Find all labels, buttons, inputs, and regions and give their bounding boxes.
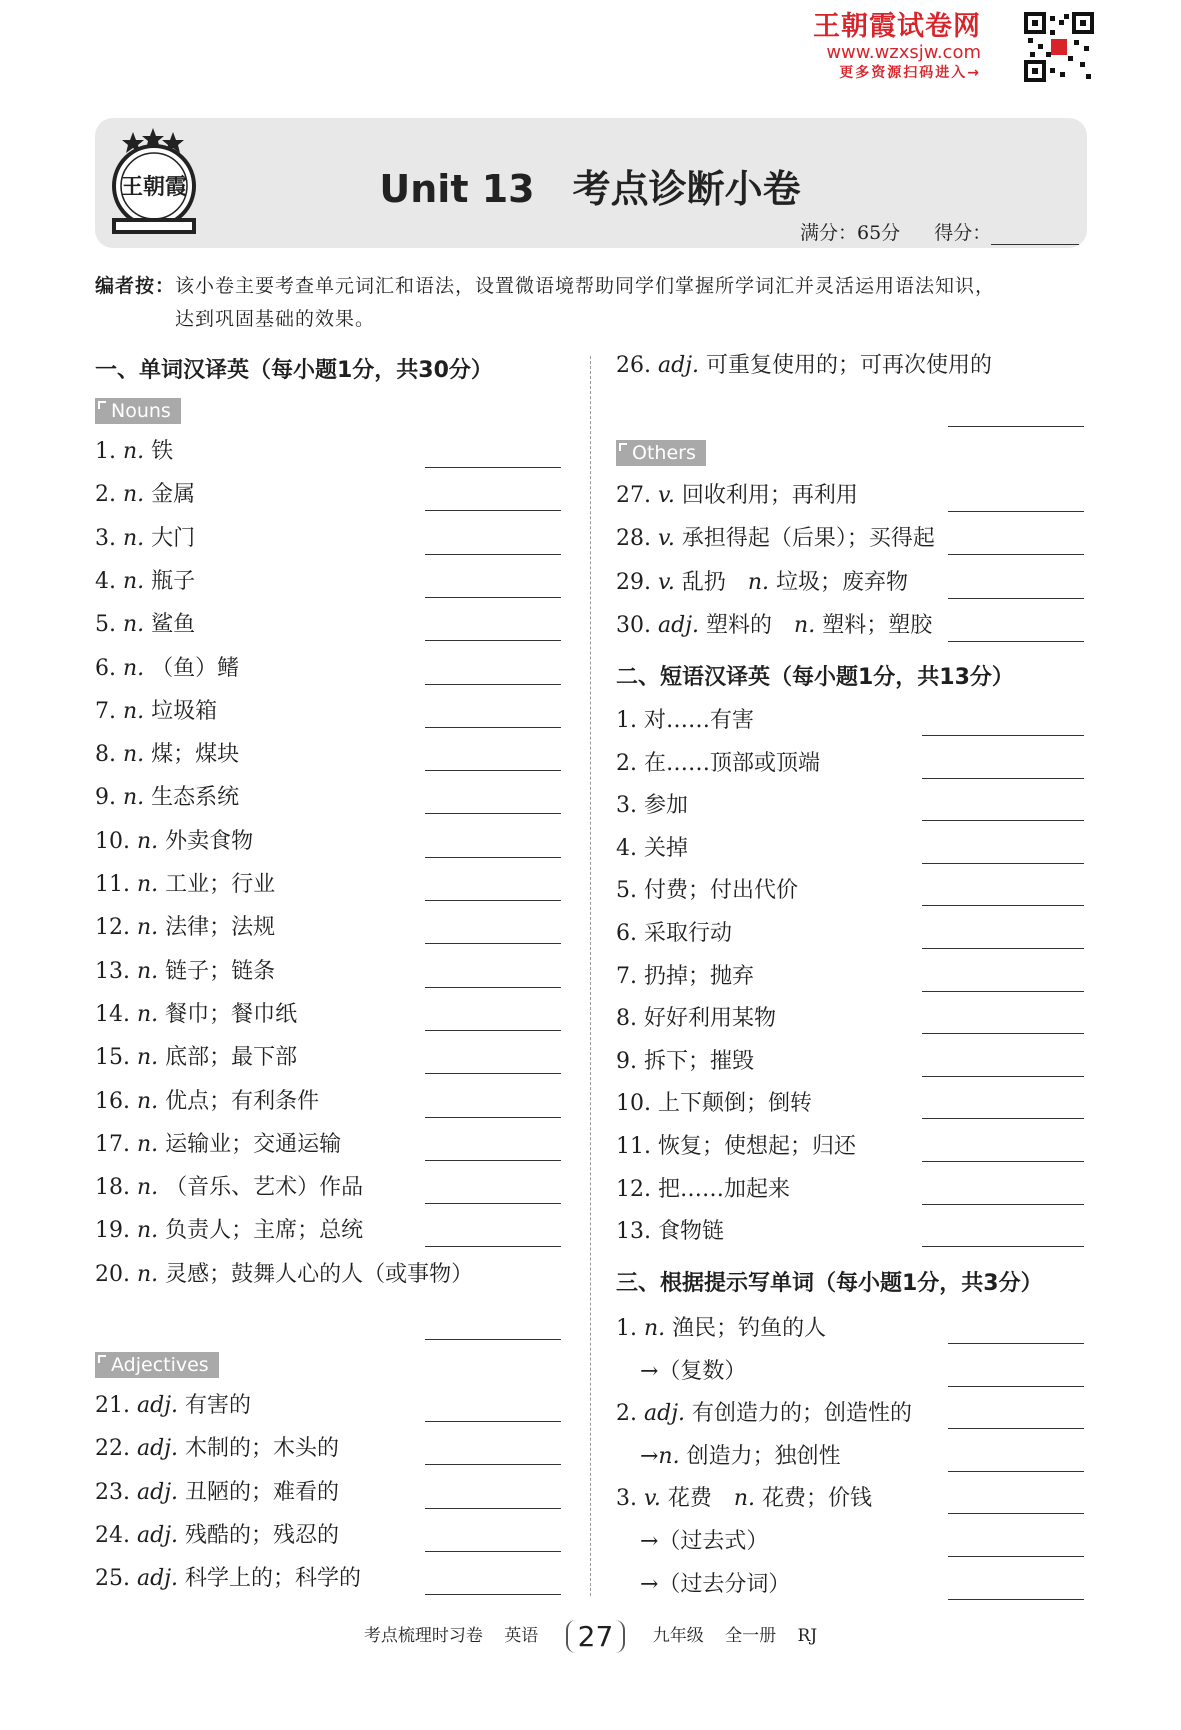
part-of-speech: n.: [747, 569, 769, 595]
question-number: 26.: [616, 353, 651, 378]
question-text: 回收利用；再利用: [681, 483, 858, 508]
part-of-speech: adj.: [644, 1401, 686, 1427]
answer-blank[interactable]: [948, 1427, 1084, 1429]
footer-subject: 英语: [504, 1626, 539, 1646]
question-text: 链子；链条: [165, 958, 276, 984]
question-text: 花费: [667, 1486, 734, 1512]
qr-code-icon[interactable]: [1024, 12, 1094, 82]
question-item: [95, 1174, 363, 1202]
question-number: 28.: [616, 526, 651, 552]
answer-blank[interactable]: [948, 1598, 1084, 1600]
question-text: 鲨鱼: [151, 612, 196, 638]
question-item: 1. 对……有害: [616, 708, 754, 733]
question-item: [95, 1522, 339, 1550]
answer-blank[interactable]: [922, 734, 1084, 736]
question-item: 4. 关掉: [616, 835, 688, 861]
question-number: 16.: [95, 1088, 130, 1114]
question-number: 2.: [616, 1401, 637, 1427]
section2-heading: 二、短语汉译英（每小题1分，共13分）: [616, 665, 1014, 690]
part-of-speech: n.: [123, 655, 145, 681]
question-text: →（复数）: [640, 1358, 747, 1384]
question-number: 12.: [95, 915, 130, 941]
question-number: 24.: [95, 1522, 130, 1548]
question-number: 30.: [616, 612, 651, 638]
part-of-speech: →n.: [640, 1443, 680, 1469]
part-of-speech: n.: [123, 525, 145, 551]
question-text: 运输业；交通运输: [165, 1131, 342, 1157]
editor-note-line1: 该小卷主要考查单元词汇和语法，设置微语境帮助同学们掌握所学词汇并灵活运用语法知识，: [175, 275, 996, 297]
part-of-speech: n.: [123, 568, 145, 594]
question-number: 20.: [95, 1261, 130, 1287]
part-of-speech: n.: [137, 1261, 159, 1287]
answer-blank[interactable]: [948, 1555, 1084, 1557]
part-of-speech: n.: [733, 1486, 755, 1512]
question-item: [95, 1261, 473, 1289]
part-of-speech: n.: [123, 482, 145, 508]
part-of-speech: v.: [658, 569, 675, 595]
question-number: 3.: [616, 1486, 637, 1512]
question-item: 6. 采取行动: [616, 921, 732, 946]
answer-blank[interactable]: [425, 596, 561, 598]
question-item: 2. 在……顶部或顶端: [616, 750, 820, 776]
part-of-speech: v.: [658, 526, 675, 552]
question-text: （鱼）鳍: [151, 655, 240, 681]
question-number: 5.: [95, 612, 116, 638]
answer-blank[interactable]: [425, 1202, 561, 1204]
answer-blank[interactable]: [425, 856, 561, 858]
page-title: Unit 13 考点诊断小卷: [379, 167, 801, 211]
part-of-speech: n.: [137, 1175, 159, 1201]
question-item: [95, 1044, 297, 1072]
part-of-speech: n.: [123, 698, 145, 724]
part-of-speech: n.: [644, 1316, 666, 1341]
question-item: 10. 上下颠倒；倒转: [616, 1091, 812, 1117]
footer-grade: 九年级: [652, 1626, 704, 1646]
question-item: 12. 把……加起来: [616, 1176, 790, 1202]
question-text: 有创造力的；创造性的: [692, 1401, 913, 1427]
question-number: 1.: [616, 1316, 637, 1341]
part-of-speech: n.: [137, 1045, 159, 1071]
question-text: 优点；有利条件: [165, 1088, 320, 1114]
question-item: [95, 1435, 339, 1463]
question-text: 塑料；塑胶: [822, 612, 933, 638]
question-item: [95, 828, 253, 856]
question-item: [95, 1001, 297, 1029]
question-item: [95, 1131, 341, 1159]
part-of-speech: n.: [123, 612, 145, 638]
part-of-speech: adj.: [137, 1566, 179, 1592]
wangzhaoxia-seal-logo: [100, 128, 208, 240]
part-of-speech: adj.: [137, 1393, 179, 1418]
answer-blank[interactable]: [425, 1338, 561, 1340]
question-text: 大门: [151, 525, 196, 551]
part-of-speech: n.: [137, 1001, 159, 1027]
svg-text:王朝霞: 王朝霞: [120, 174, 188, 200]
answer-blank[interactable]: [425, 899, 561, 901]
answer-blank[interactable]: [922, 1160, 1084, 1162]
question-number: 1.: [95, 439, 116, 464]
question-text: 金属: [151, 482, 196, 508]
question-number: 21.: [95, 1393, 130, 1418]
question-item: [95, 698, 217, 726]
answer-blank[interactable]: [425, 1550, 561, 1552]
answer-blank[interactable]: [425, 683, 561, 685]
question-text: 科学上的；科学的: [185, 1566, 362, 1592]
question-text: 创造力；独创性: [686, 1443, 841, 1469]
question-number: 9.: [95, 785, 116, 811]
answer-blank[interactable]: [425, 1463, 561, 1465]
question-item: [95, 655, 239, 683]
footer-edition: RJ: [797, 1626, 818, 1646]
question-text: 塑料的: [706, 612, 795, 638]
part-of-speech: n.: [137, 828, 159, 854]
tag-others: Others: [616, 440, 706, 466]
question-item: 8. 好好利用某物: [616, 1006, 776, 1032]
question-item: [95, 1479, 339, 1507]
question-text: 乱扔: [681, 569, 748, 595]
question-item: [95, 525, 195, 553]
part-of-speech: adj.: [137, 1436, 179, 1462]
answer-blank[interactable]: [922, 1075, 1084, 1077]
section3-heading: 三、根据提示写单词（每小题1分，共3分）: [616, 1271, 1043, 1296]
question-text: 铁: [151, 439, 174, 464]
question-item: [616, 525, 935, 553]
question-number: 19.: [95, 1218, 130, 1244]
question-item: [616, 1400, 912, 1428]
editor-note-label: 编者按：: [95, 275, 176, 297]
question-item: [616, 482, 858, 510]
question-number: 18.: [95, 1175, 130, 1201]
answer-blank[interactable]: [922, 1203, 1084, 1205]
question-text: 垃圾；废弃物: [776, 569, 909, 595]
question-item: [95, 1088, 319, 1116]
brand-url[interactable]: www.wzxsjw.com: [826, 42, 981, 63]
tag-adjectives: Adjectives: [95, 1352, 219, 1378]
question-number: 8.: [95, 742, 116, 768]
question-item: 3. 参加: [616, 793, 688, 819]
question-item: [95, 741, 239, 769]
question-item: [95, 784, 239, 812]
question-item: [95, 1565, 361, 1593]
part-of-speech: adj.: [137, 1479, 179, 1505]
answer-blank[interactable]: [948, 1512, 1084, 1514]
question-item: 5. 付费；付出代价: [616, 878, 798, 904]
question-text: （音乐、艺术）作品: [165, 1175, 364, 1201]
question-item: [616, 352, 992, 380]
score-label: 得分：: [934, 222, 992, 244]
question-number: 3.: [95, 525, 116, 551]
question-item: [95, 438, 173, 466]
question-item: 11. 恢复；使想起；归还: [616, 1134, 856, 1159]
question-text: 外卖食物: [165, 828, 254, 854]
question-number: 23.: [95, 1479, 130, 1505]
answer-blank[interactable]: [922, 1245, 1084, 1247]
question-text: 渔民；钓鱼的人: [672, 1316, 827, 1341]
answer-blank[interactable]: [425, 466, 561, 468]
question-number: 14.: [95, 1001, 130, 1027]
question-text: 底部；最下部: [165, 1045, 298, 1071]
question-item: [616, 1315, 826, 1343]
answer-blank[interactable]: [425, 1159, 561, 1161]
answer-blank[interactable]: [948, 1342, 1084, 1344]
question-text: 有害的: [185, 1393, 252, 1418]
brand-name: 王朝霞试卷网: [813, 11, 981, 42]
footer-series: 考点梳理时习卷: [363, 1626, 483, 1646]
answer-blank[interactable]: [948, 640, 1084, 642]
question-number: 17.: [95, 1131, 130, 1157]
question-text: 负责人；主席；总统: [165, 1218, 364, 1244]
column-divider: [590, 356, 591, 1596]
part-of-speech: adj.: [658, 353, 700, 378]
answer-blank[interactable]: [425, 1420, 561, 1422]
part-of-speech: v.: [644, 1486, 661, 1512]
answer-blank[interactable]: [425, 1029, 561, 1031]
answer-blank[interactable]: [425, 509, 561, 511]
answer-blank[interactable]: [425, 1072, 561, 1074]
question-text: 丑陋的；难看的: [185, 1479, 340, 1505]
question-item: [95, 1392, 251, 1420]
part-of-speech: n.: [137, 958, 159, 984]
part-of-speech: n.: [137, 1131, 159, 1157]
question-item: [95, 914, 275, 942]
question-text: 残酷的；残忍的: [185, 1522, 340, 1548]
answer-blank[interactable]: [425, 1116, 561, 1118]
part-of-speech: n.: [123, 742, 145, 768]
part-of-speech: n.: [123, 439, 145, 464]
part-of-speech: adj.: [658, 612, 700, 638]
question-item: [95, 958, 275, 986]
question-text: →（过去分词）: [640, 1571, 791, 1597]
answer-blank[interactable]: [948, 510, 1084, 512]
question-text: 花费；价钱: [762, 1486, 873, 1512]
question-number: 25.: [95, 1566, 130, 1592]
question-number: 11.: [95, 872, 130, 897]
answer-blank[interactable]: [425, 1507, 561, 1509]
answer-blank[interactable]: [948, 553, 1084, 555]
question-item: [640, 1358, 746, 1386]
question-item: [616, 569, 908, 597]
question-number: 6.: [95, 655, 116, 681]
question-text: 餐巾；餐巾纸: [165, 1001, 298, 1027]
question-item: [640, 1528, 768, 1556]
answer-blank[interactable]: [948, 425, 1084, 427]
question-text: 灵感；鼓舞人心的人（或事物）: [165, 1261, 474, 1287]
question-item: [95, 1217, 363, 1245]
question-item: [640, 1571, 790, 1599]
question-number: 15.: [95, 1045, 130, 1071]
brand-block: [813, 12, 981, 82]
question-text: 法律；法规: [165, 915, 276, 941]
page-number: 27: [566, 1620, 626, 1653]
question-number: 2.: [95, 482, 116, 508]
question-item: [640, 1443, 841, 1471]
question-item: [616, 1485, 872, 1513]
question-item: 9. 拆下；摧毁: [616, 1048, 754, 1074]
question-item: [95, 481, 195, 509]
question-number: 4.: [95, 568, 116, 594]
part-of-speech: n.: [137, 1218, 159, 1244]
score-line: [800, 218, 1079, 245]
part-of-speech: n.: [123, 785, 145, 811]
answer-blank[interactable]: [425, 639, 561, 641]
answer-blank[interactable]: [425, 726, 561, 728]
part-of-speech: n.: [137, 1088, 159, 1114]
answer-blank[interactable]: [922, 904, 1084, 906]
question-number: 7.: [95, 698, 116, 724]
answer-blank[interactable]: [425, 812, 561, 814]
question-text: 垃圾箱: [151, 698, 218, 724]
question-number: 27.: [616, 483, 651, 508]
question-text: 承担得起（后果）；买得起: [681, 526, 935, 552]
answer-blank[interactable]: [922, 1117, 1084, 1119]
answer-blank[interactable]: [922, 819, 1084, 821]
part-of-speech: n.: [137, 915, 159, 941]
tag-nouns: Nouns: [95, 398, 181, 424]
question-text: 煤；煤块: [151, 742, 240, 768]
question-number: 22.: [95, 1436, 130, 1462]
editor-note-line2: 达到巩固基础的效果。: [175, 308, 376, 330]
answer-blank[interactable]: [922, 777, 1084, 779]
question-item: [95, 568, 195, 596]
part-of-speech: adj.: [137, 1522, 179, 1548]
full-score: 满分：65分: [800, 222, 901, 244]
answer-blank[interactable]: [922, 862, 1084, 864]
answer-blank[interactable]: [425, 1593, 561, 1595]
question-text: 可重复使用的；可再次使用的: [706, 353, 993, 378]
answer-blank[interactable]: [922, 1032, 1084, 1034]
score-blank[interactable]: [991, 226, 1079, 245]
footer-volume: 全一册: [725, 1626, 777, 1646]
answer-blank[interactable]: [425, 769, 561, 771]
question-item: [616, 612, 932, 640]
part-of-speech: v.: [658, 483, 675, 508]
question-text: →（过去式）: [640, 1529, 769, 1554]
question-number: 13.: [95, 958, 130, 984]
brand-slogan: 更多资源扫码进入→: [839, 65, 981, 81]
answer-blank[interactable]: [922, 947, 1084, 949]
section1-heading: 一、单词汉译英（每小题1分，共30分）: [95, 358, 493, 383]
answer-blank[interactable]: [425, 942, 561, 944]
question-item: 13. 食物链: [616, 1219, 724, 1245]
editor-note: [95, 270, 1085, 336]
question-number: 29.: [616, 569, 651, 595]
part-of-speech: n.: [794, 612, 816, 638]
question-item: 7. 扔掉；抛弃: [616, 963, 754, 989]
answer-blank[interactable]: [948, 1470, 1084, 1472]
answer-blank[interactable]: [425, 986, 561, 988]
part-of-speech: n.: [137, 872, 159, 897]
question-item: [95, 611, 195, 639]
page-footer: [0, 1620, 1181, 1653]
question-item: [95, 871, 275, 899]
question-text: 工业；行业: [165, 872, 276, 897]
question-text: 生态系统: [151, 785, 240, 811]
answer-blank[interactable]: [948, 597, 1084, 599]
answer-blank[interactable]: [425, 1245, 561, 1247]
question-text: 木制的；木头的: [185, 1436, 340, 1462]
answer-blank[interactable]: [922, 990, 1084, 992]
question-number: 10.: [95, 828, 130, 854]
answer-blank[interactable]: [425, 553, 561, 555]
question-text: 瓶子: [151, 568, 196, 594]
answer-blank[interactable]: [948, 1385, 1084, 1387]
